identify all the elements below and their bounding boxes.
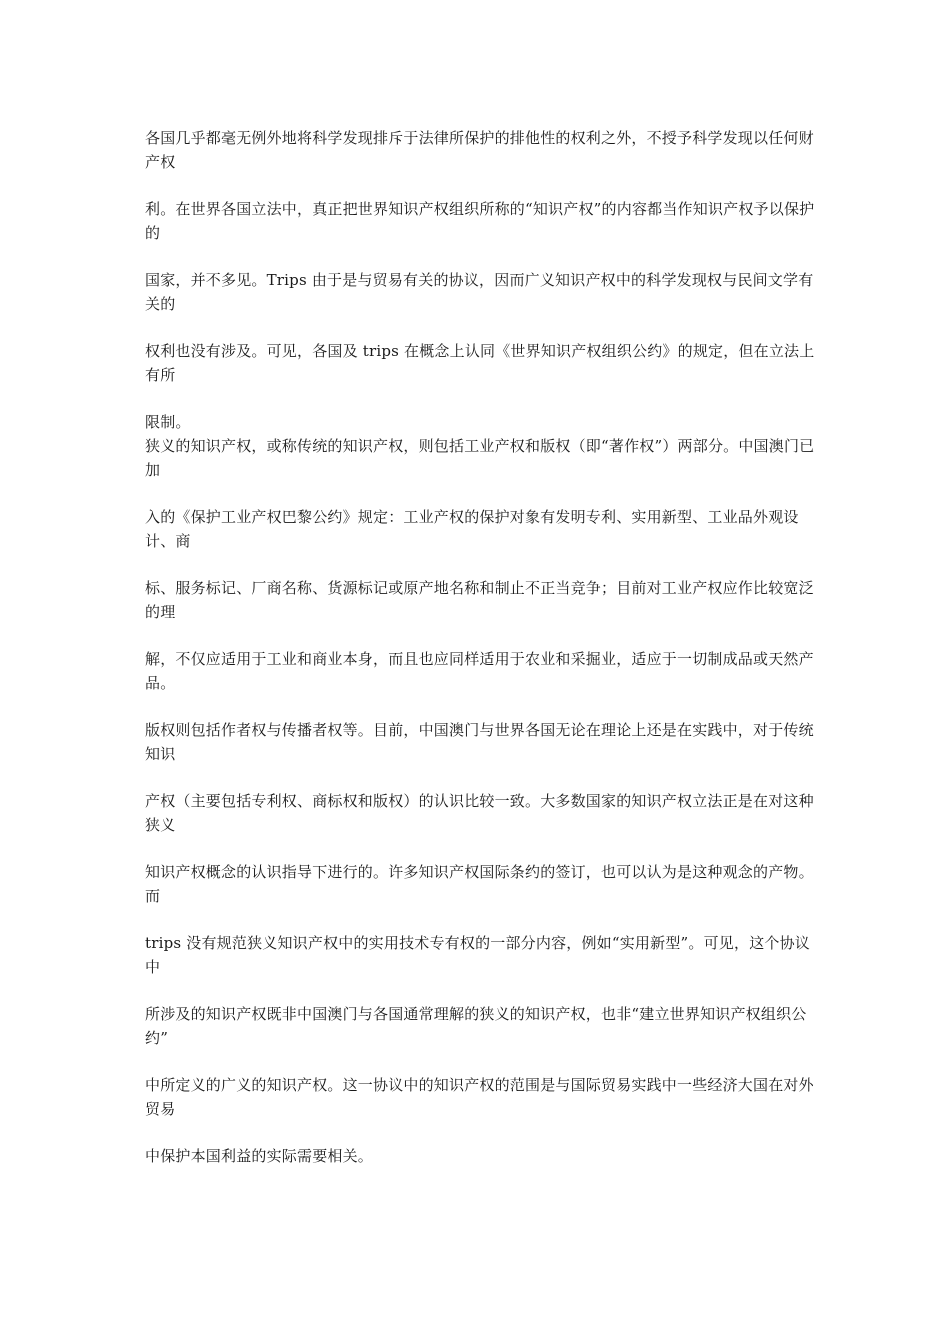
paragraph-8: 标、服务标记、厂商名称、货源标记或原产地名称和制止不正当竞争；目前对工业产权应作比较宽泛的理 [145, 579, 814, 621]
paragraph-6: 狭义的知识产权，或称传统的知识产权，则包括工业产权和版权（即“著作权”）两部分。中国澳门已加 [145, 437, 815, 479]
paragraph-3: 国家，并不多见。Trips 由于是与贸易有关的协议，因而广义知识产权中的科学发现权与民间文学有关的 [145, 271, 814, 313]
paragraph-12: 知识产权概念的认识指导下进行的。许多知识产权国际条约的签订，也可以认为是这种观念的产物。而 [145, 863, 814, 905]
paragraph-15: 中所定义的广义的知识产权。这一协议中的知识产权的范围是与国际贸易实践中一些经济大国在对外贸易 [145, 1076, 814, 1118]
paragraph-7: 入的《保护工业产权巴黎公约》规定：工业产权的保护对象有发明专利、实用新型、工业品外观设计、商 [145, 508, 799, 550]
paragraph-5: 限制。 [145, 413, 191, 431]
paragraph-4: 权利也没有涉及。可见，各国及 trips 在概念上认同《世界知识产权组织公约》的规定，但在立法上有所 [145, 342, 815, 384]
paragraph-1: 各国几乎都毫无例外地将科学发现排斥于法律所保护的排他性的权利之外，不授予科学发现以任何财产权 [145, 129, 814, 171]
paragraph-16: 中保护本国利益的实际需要相关。 [145, 1147, 374, 1165]
paragraph-10: 版权则包括作者权与传播者权等。目前，中国澳门与世界各国无论在理论上还是在实践中，对于传统知识 [145, 721, 814, 763]
paragraph-9: 解，不仅应适用于工业和商业本身，而且也应同样适用于农业和采掘业，适应于一切制成品或天然产品。 [145, 650, 814, 692]
paragraph-13: trips 没有规范狭义知识产权中的实用技术专有权的一部分内容，例如“实用新型”。可见，这个协议中 [145, 934, 811, 976]
paragraph-2: 利。在世界各国立法中，真正把世界知识产权组织所称的“知识产权”的内容都当作知识产权予以保护的 [145, 200, 815, 242]
paragraph-14: 所涉及的知识产权既非中国澳门与各国通常理解的狭义的知识产权，也非“建立世界知识产权组织公约” [145, 1005, 807, 1047]
paragraph-11: 产权（主要包括专利权、商标权和版权）的认识比较一致。大多数国家的知识产权立法正是在对这种狭义 [145, 792, 814, 834]
document-body [145, 126, 817, 1168]
